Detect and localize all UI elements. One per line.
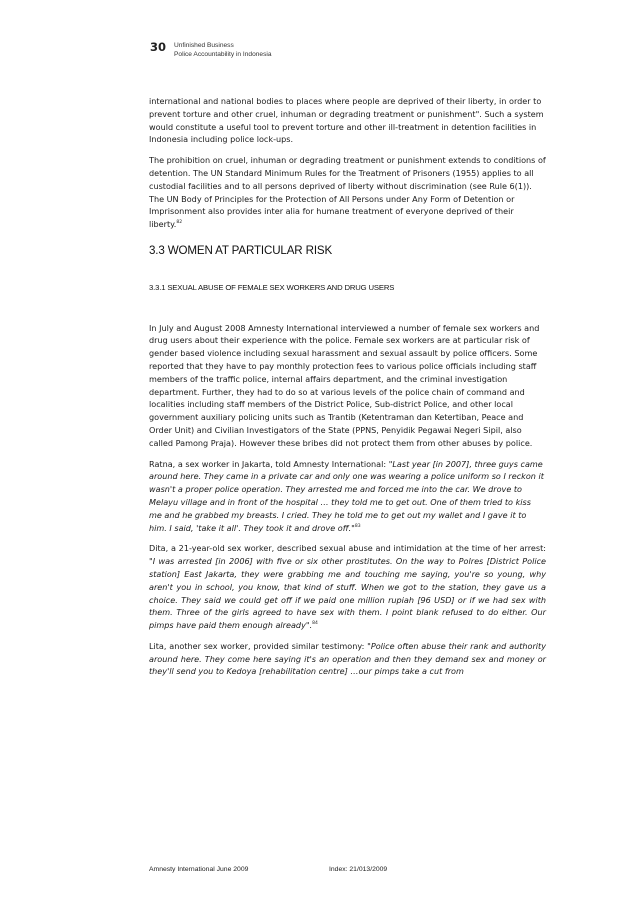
footer-publisher-date: Amnesty International June 2009 <box>149 866 249 873</box>
lita-quote: "Police often abuse their rank and authority around here. They come here saying it's an operation and then they demand sex and money or they'll send you to Kedoya [rehabilitation centre] …our pimps take a cut from <box>149 640 546 677</box>
paragraph-opcat: international and national bodies to places where people are deprived of their liberty, in order to prevent torture and other cruel, inhuman or degrading treatment or punishment". Such a system would constitute a useful tool to prevent torture and other ill-treatment in detention facilities in Indonesia including police lock-ups. <box>149 96 544 145</box>
subsection-heading: 3.3.1 SEXUAL ABUSE OF FEMALE SEX WORKERS AND DRUG USERS <box>149 282 395 292</box>
ratna-quote: "Last year [in 2007], three guys came around here. They came in a private car and only one was wearing a police uniform so I reckon it wasn't a proper police operation. They arrested me and forced me into the car. We drove to Melayu village and in front of the hospital … they told me to get out. One of them tried to kiss me and he grabbed my breasts. I cried. They he told me to get out my wallet and I gave it to him. I said, 'take it all'. They took it and drove off." <box>149 458 544 533</box>
running-title-line2: Police Accountability in Indonesia <box>174 51 272 58</box>
running-title <box>174 41 414 59</box>
dita-intro: Dita, a 21-year-old sex worker, described sexual abuse and intimidation at the time of her arrest: <box>149 543 546 554</box>
paragraph-dita-testimony <box>149 542 546 632</box>
paragraph-detention-conditions <box>149 154 546 231</box>
section-heading: 3.3 WOMEN AT PARTICULAR RISK <box>149 243 333 257</box>
footnote-ref-84: 84 <box>312 621 318 627</box>
paragraph-lita-testimony <box>149 640 546 678</box>
paragraph-ratna-testimony <box>149 458 546 535</box>
running-title-line1: Unfinished Business <box>174 42 234 49</box>
footer-index: Index: 21/013/2009 <box>329 866 388 873</box>
paragraph-interviews: In July and August 2008 Amnesty International interviewed a number of female sex workers and drug users about their experience with the police. Female sex workers are at particular risk of gender based violence including sexual harassment and sexual assault by police officers. Some reported that they have to pay monthly protection fees to various police officials including staff members of the traffic police, internal affairs department, and the criminal investigation department. Further, they had to do so at various levels of the police chain of command and localities including staff members of the District Police, Sub-district Police, and other local government auxiliary policing units such as Trantib (Ketentraman dan Ketertiban, Peace and Order Unit) and Civilian Investigators of the State (PPNS, Penyidik Pegawai Negeri Sipil, also called Pamong Praja). However these bribes did not protect them from other abuses by police. <box>149 322 540 448</box>
footnote-ref-83: 83 <box>354 523 361 529</box>
ratna-intro: Ratna, a sex worker in Jakarta, told Amnesty International: <box>149 458 389 469</box>
page-body <box>149 95 546 686</box>
page-number: 30 <box>150 40 167 54</box>
footnote-ref-82: 82 <box>176 220 183 226</box>
dita-quote: "I was arrested [in 2006] with five or six other prostitutes. On the way to Polres [District Police station] East Jakarta, they were grabbing me and touching me saying, you're so young, why aren't you in school, you know, that kind of stuff. When we got to the station, they gave us a choice. They said we could get off if we paid one million rupiah [96 USD] or if we had sex with them. Three of the girls agreed to have sex with them. I point blank refused to do either. Our pimps have paid them enough already". <box>149 556 546 631</box>
paragraph-detention-text: The prohibition on cruel, inhuman or degrading treatment or punishment extends to conditions of detention. The UN Standard Minimum Rules for the Treatment of Prisoners (1955) applies to all custodial facilities and to all persons deprived of liberty without discrimination (see Rule 6(1)). The UN Body of Principles for the Protection of All Persons under Any Form of Detention or Imprisonment also provides inter alia for humane treatment of everyone deprived of their liberty. <box>149 155 546 230</box>
lita-intro: Lita, another sex worker, provided similar testimony: <box>149 640 368 651</box>
